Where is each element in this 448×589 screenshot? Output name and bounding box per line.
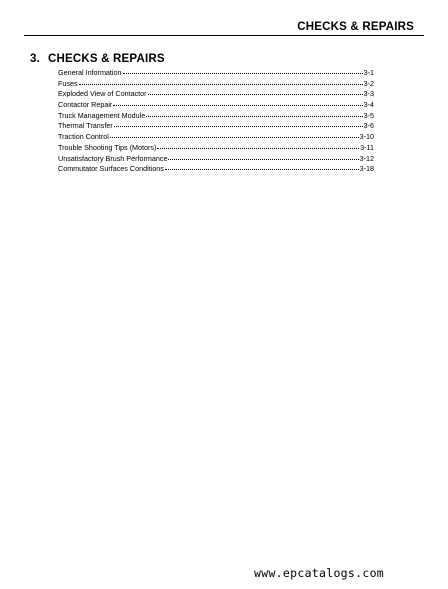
toc-leader	[165, 163, 359, 170]
toc-entry-page: 3-18	[359, 164, 374, 174]
toc-entry-title: Traction Control	[58, 132, 109, 142]
toc-leader	[148, 88, 363, 95]
toc-entry-title: Unsatisfactory Brush Performance	[58, 153, 168, 163]
toc-entry-title: General Information	[58, 68, 122, 77]
toc-entry-title: Exploded View of Contactor	[58, 89, 147, 99]
toc-entry-title: Thermal Transfer	[58, 121, 113, 131]
toc-entry-page: 3-1	[363, 68, 374, 77]
section-heading	[30, 53, 165, 65]
toc-leader	[146, 110, 362, 117]
toc-entry-page: 3-6	[363, 121, 374, 131]
running-header: CHECKS & REPAIRS	[297, 21, 414, 33]
toc-leader	[123, 67, 363, 74]
toc-leader	[168, 153, 358, 160]
toc-leader	[114, 120, 363, 127]
toc-leader	[110, 131, 359, 138]
toc-entry-title: Truck Management Module	[58, 110, 146, 120]
header-rule	[24, 35, 424, 36]
toc-entry-page: 3-12	[359, 153, 374, 163]
toc-entry-page: 3-3	[363, 89, 374, 99]
toc-entry-title: Fuses	[58, 78, 78, 88]
toc-entry-page: 3-11	[360, 142, 374, 152]
toc-entry-title: Commutator Surfaces Conditions	[58, 164, 164, 174]
table-of-contents	[58, 68, 374, 175]
toc-entry-page: 3-2	[363, 78, 374, 88]
section-number: 3.	[30, 53, 40, 65]
toc-leader	[79, 78, 363, 85]
toc-entry-title: Contactor Repair	[58, 100, 113, 110]
toc-entry-page: 3-10	[359, 132, 374, 142]
toc-entry[interactable]	[58, 164, 374, 175]
section-title: CHECKS & REPAIRS	[48, 53, 165, 65]
watermark-url: www.epcatalogs.com	[254, 566, 385, 580]
toc-entry-page: 3-4	[363, 100, 374, 110]
toc-entry-title: Trouble Shooting Tips (Motors)	[58, 142, 157, 152]
toc-leader	[113, 99, 362, 106]
toc-leader	[157, 142, 359, 149]
toc-entry-page: 3-5	[363, 110, 374, 120]
